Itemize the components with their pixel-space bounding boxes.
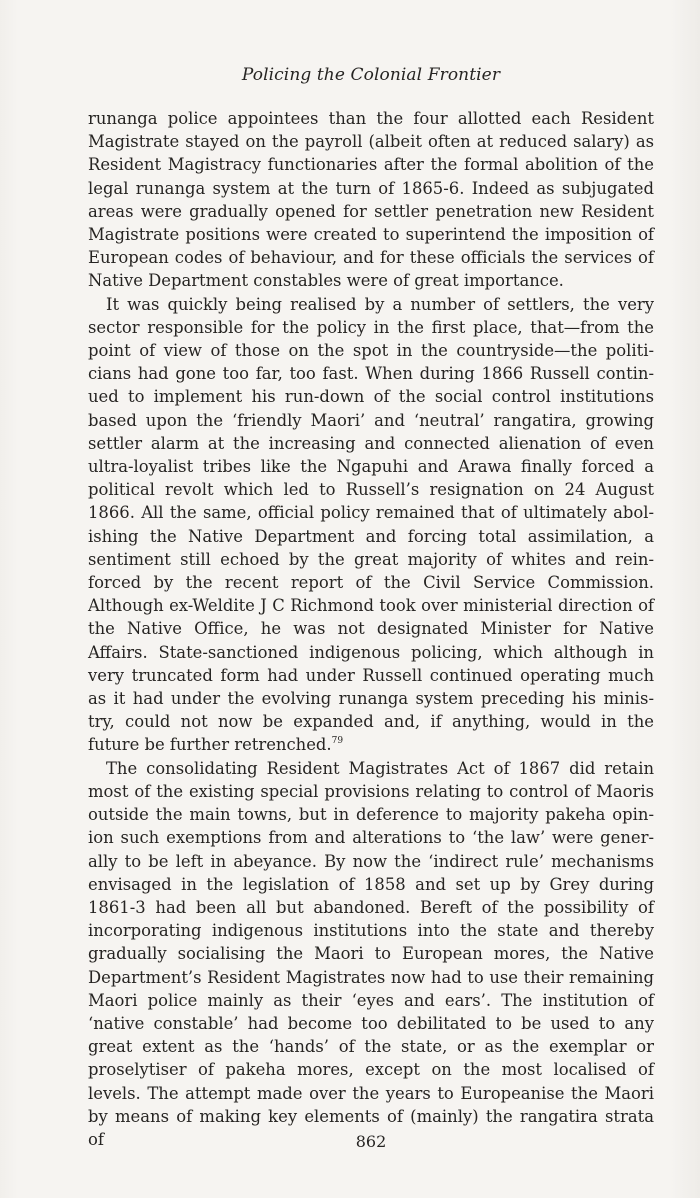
paragraph: The consolidating Resident Magistrates Act of 1867 did retain most of the existing special provisions relating to control of Maoris outside the main towns, but in deference to majority pakeha opin-ion such exemptions from and alterations to ‘the law’ were gener-ally to be left in abeyance. By now the ‘indirect rule’ mechanisms envisaged in the legislation of 1858 and set up by Grey during 1861-3 had been all but abandoned. Bereft of the possibility of incorporating indigenous institutions into the state and thereby gradually socialising the Maori to European mores, the Native Department’s Resident Magistrates now had to use their remaining Maori police mainly as their ‘eyes and ears’. The institution of ‘native constable’ had become too debilitated to be used to any great extent as the ‘hands’ of the state, or as the exemplar or proselytiser of pakeha mores, except on the most localised of levels. The attempt made over the years to Europeanise the Maori by means of making key elements of (mainly) the rangatira strata of: [88, 758, 654, 1149]
paragraph-text: It was quickly being realised by a number of settlers, the very sector responsible for the policy in the first place, that—from the point of view of those on the spot in the countryside—the politi-cians had gone too far, too fast. When during 1866 Russell contin-ued to implement his run-down of the social control institutions based upon the ‘friendly Maori’ and ‘neutral’ rangatira, growing settler alarm at the increasing and connected alienation of even ultra-loyalist tribes like the Ngapuhi and Arawa finally forced a political revolt which led to Russell’s resignation on 24 August 1866. All the same, official policy remained that of ultimately abol-ishing the Native Department and forcing total assimilation, a sentiment still echoed by the great majority of whites and rein-forced by the recent report of the Civil Service Commission. Although ex-Weldite J C Richmond took over ministerial direction of the Native Office, he was not designated Minister for Native Affairs. State-sanctioned indigenous policing, which although in very truncated form had under Russell continued operating much as it had under the evolving runanga system preceding his minis-try, could not now be expanded and, if anything, would in the future be further retrenched.: [88, 294, 654, 755]
paragraph: [88, 293, 654, 757]
running-head: Policing the Colonial Frontier: [241, 65, 501, 85]
footnote-marker: 79: [331, 736, 344, 747]
body-text: [88, 107, 654, 1151]
page-number: 862: [355, 1132, 387, 1151]
paragraph: runanga police appointees than the four allotted each Resident Magistrate stayed on the payroll (albeit often at reduced salary) as Resident Magistracy functionaries after the formal abolition of the legal runanga system at the turn of 1865-6. Indeed as subjugated areas were gradually opened for settler penetration new Resident Magistrate positions were created to superintend the imposition of European codes of behaviour, and for these officials the services of Native Department constables were of great importance.: [88, 109, 654, 291]
